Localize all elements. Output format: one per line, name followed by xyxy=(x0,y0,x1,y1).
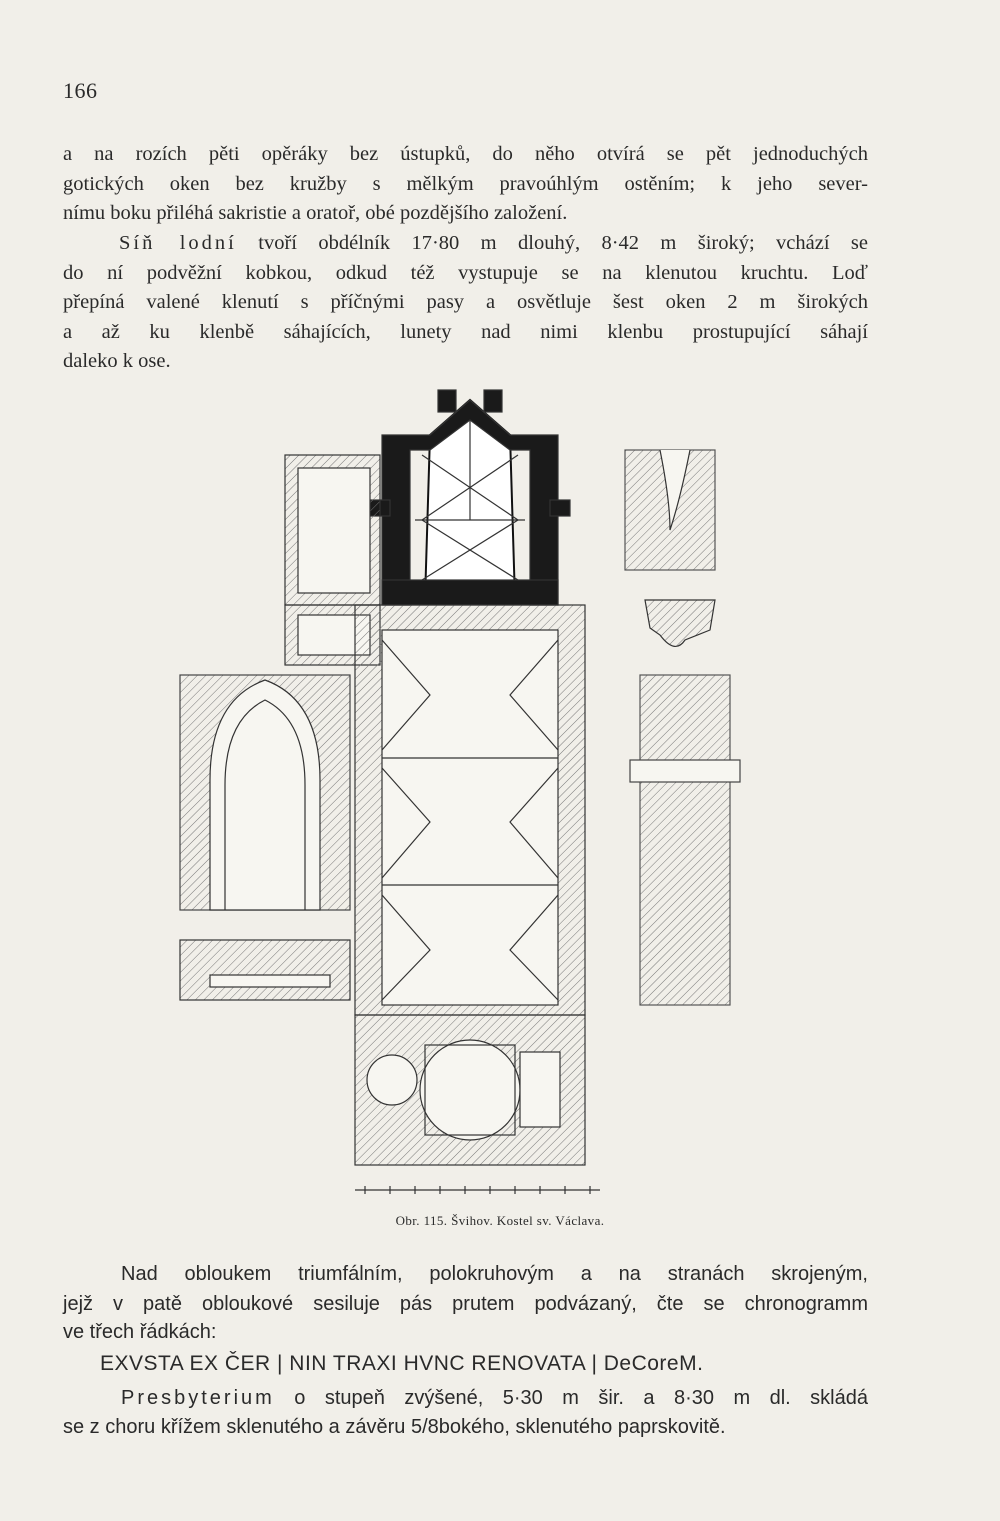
body-line: Nad obloukem triumfálním, polokruhovým a na stranách skrojeným, xyxy=(121,1263,868,1285)
body-line: gotických oken bez kružby s mělkým pravoúhlým ostěním; k jeho sever- xyxy=(63,173,868,195)
figure-caption: Obr. 115. Švihov. Kostel sv. Václava. xyxy=(395,1213,605,1228)
body-text: tvoří obdélník 17·80 m dlouhý, 8·42 m široký; vchází se xyxy=(236,232,868,254)
body-line: se z choru křížem sklenutého a závěru 5/8bokého, sklenutého paprskovitě. xyxy=(63,1416,726,1438)
church-floor-plan-figure xyxy=(170,380,770,1200)
body-line: jejž v patě obloukové sesiluje pás prutem podvázaný, čte se chronogramm xyxy=(63,1293,868,1315)
body-line: a až ku klenbě sáhajících, lunety nad nimi klenbu prostupující sáhají xyxy=(63,321,868,343)
page-number: 166 xyxy=(63,78,98,103)
body-line: ve třech řádkách: xyxy=(63,1321,217,1343)
spaced-heading-word: Síň lodní xyxy=(119,232,237,254)
body-line: nímu boku přiléhá sakristie a oratoř, obé pozdějšího založení. xyxy=(63,202,568,224)
nave-paragraph-first-line xyxy=(63,229,868,259)
body-text: o stupeň zvýšené, 5·30 m šir. a 8·30 m dl. skládá xyxy=(274,1387,868,1409)
spaced-heading-word: Presbyterium xyxy=(121,1387,275,1409)
chronogram: EXVSTA EX ČER | NIN TRAXI HVNC RENOVATA | DeCoreM. xyxy=(100,1352,704,1375)
body-line: a na rozích pěti opěráky bez ústupků, do něho otvírá se pět jednoduchých xyxy=(63,143,868,165)
body-line: přepíná valené klenutí s příčnými pasy a osvětluje šest oken 2 m širokých xyxy=(63,291,868,313)
body-line: do ní podvěžní kobkou, odkud též vystupuje se na klenutou kruchtu. Loď xyxy=(63,262,868,284)
body-line: daleko k ose. xyxy=(63,350,171,372)
presbytery-paragraph-first-line xyxy=(63,1384,868,1413)
